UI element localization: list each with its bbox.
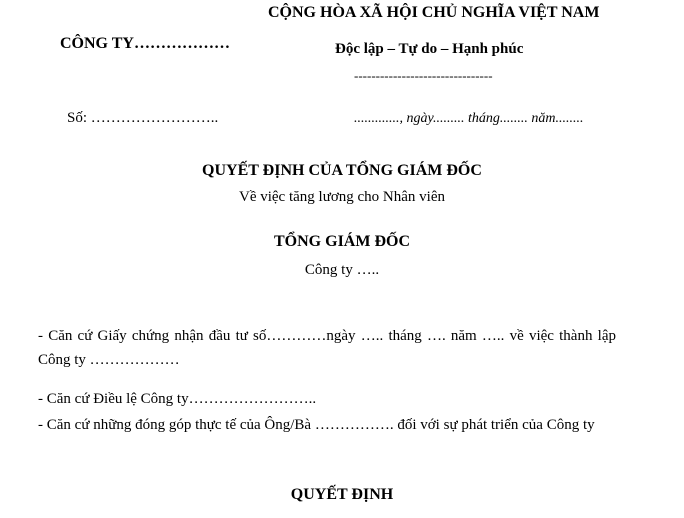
motto-divider: -------------------------------- [354,68,493,83]
national-motto: Độc lập – Tự do – Hạnh phúc [335,41,524,57]
company-line: Công ty ….. [304,262,380,278]
basis-paragraph-investment: - Căn cứ Giấy chứng nhận đầu tư số…………ngày ….. tháng …. năm ….. về việc thành lập Công ty ……………… [38,328,616,368]
republic-heading: CỘNG HÒA XÃ HỘI CHỦ NGHĨA VIỆT NAM [268,4,600,21]
basis-paragraph-contribution: - Căn cứ những đóng góp thực tế của Ông/Bà ……………. đối với sự phát triển của Công ty [38,417,595,433]
decision-title: QUYẾT ĐỊNH CỦA TỔNG GIÁM ĐỐC [202,162,482,179]
document-date: ............., ngày......... tháng........ năm........ [354,111,584,126]
basis-paragraph-charter: - Căn cứ Điều lệ Công ty…………………….. [38,391,317,407]
director-heading: TỔNG GIÁM ĐỐC [274,233,410,250]
company-name-field: CÔNG TY……………… [60,35,230,52]
document-number: Số: …………………….. [67,110,219,126]
decision-heading: QUYẾT ĐỊNH [290,486,394,503]
decision-subject: Về việc tăng lương cho Nhân viên [238,189,445,205]
